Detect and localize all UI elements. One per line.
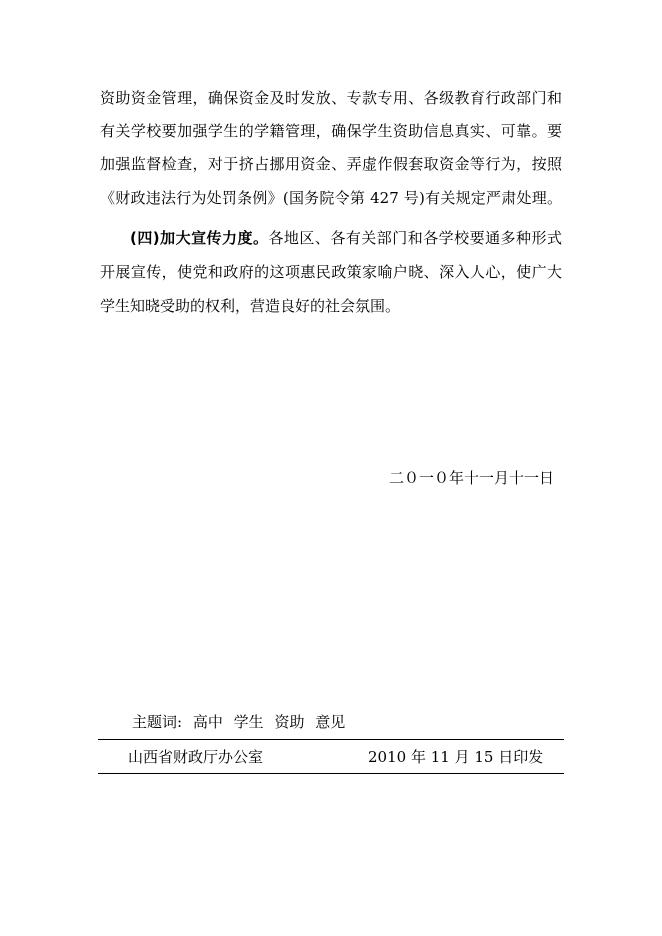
footer-issuer: 山西省财政厅办公室: [128, 748, 264, 766]
section-four-heading: (四)加大宣传力度。: [130, 229, 269, 247]
body-line-3: 加强监督检查，对于挤占挪用资金、弄虚作假套取资金等行为，按照: [100, 155, 562, 173]
keyword-item: 资助: [274, 713, 305, 731]
body-line-4: 《财政违法行为处罚条例》(国务院令第 427 号)有关规定严肃处理。: [100, 189, 562, 207]
keywords-label: 主题词:: [132, 713, 183, 731]
body-line-2: 有关学校要加强学生的学籍管理，确保学生资助信息真实、可靠。要: [100, 122, 562, 140]
footer-top-rule: [98, 739, 564, 740]
keyword-item: 意见: [315, 713, 346, 731]
body-line-7: 学生知晓受助的权利，营造良好的社会氛围。: [100, 297, 401, 315]
body-line-6: 开展宣传，使党和政府的这项惠民政策家喻户晓、深入人心，使广大: [100, 263, 562, 281]
keywords-row: [132, 712, 351, 732]
signature-date: 二０一０年十一月十一日: [388, 469, 554, 487]
footer-print-date: 2010 年 11 月 15 日印发: [368, 748, 544, 766]
keyword-item: 高中: [192, 713, 223, 731]
body-line-5-rest: 各地区、各有关部门和各学校要通多种形式: [268, 229, 562, 247]
body-line-1: 资助资金管理，确保资金及时发放、专款专用、各级教育行政部门和: [100, 89, 562, 107]
footer-bottom-rule: [98, 773, 564, 774]
section-four-paragraph: [130, 228, 562, 248]
keyword-item: 学生: [233, 713, 264, 731]
